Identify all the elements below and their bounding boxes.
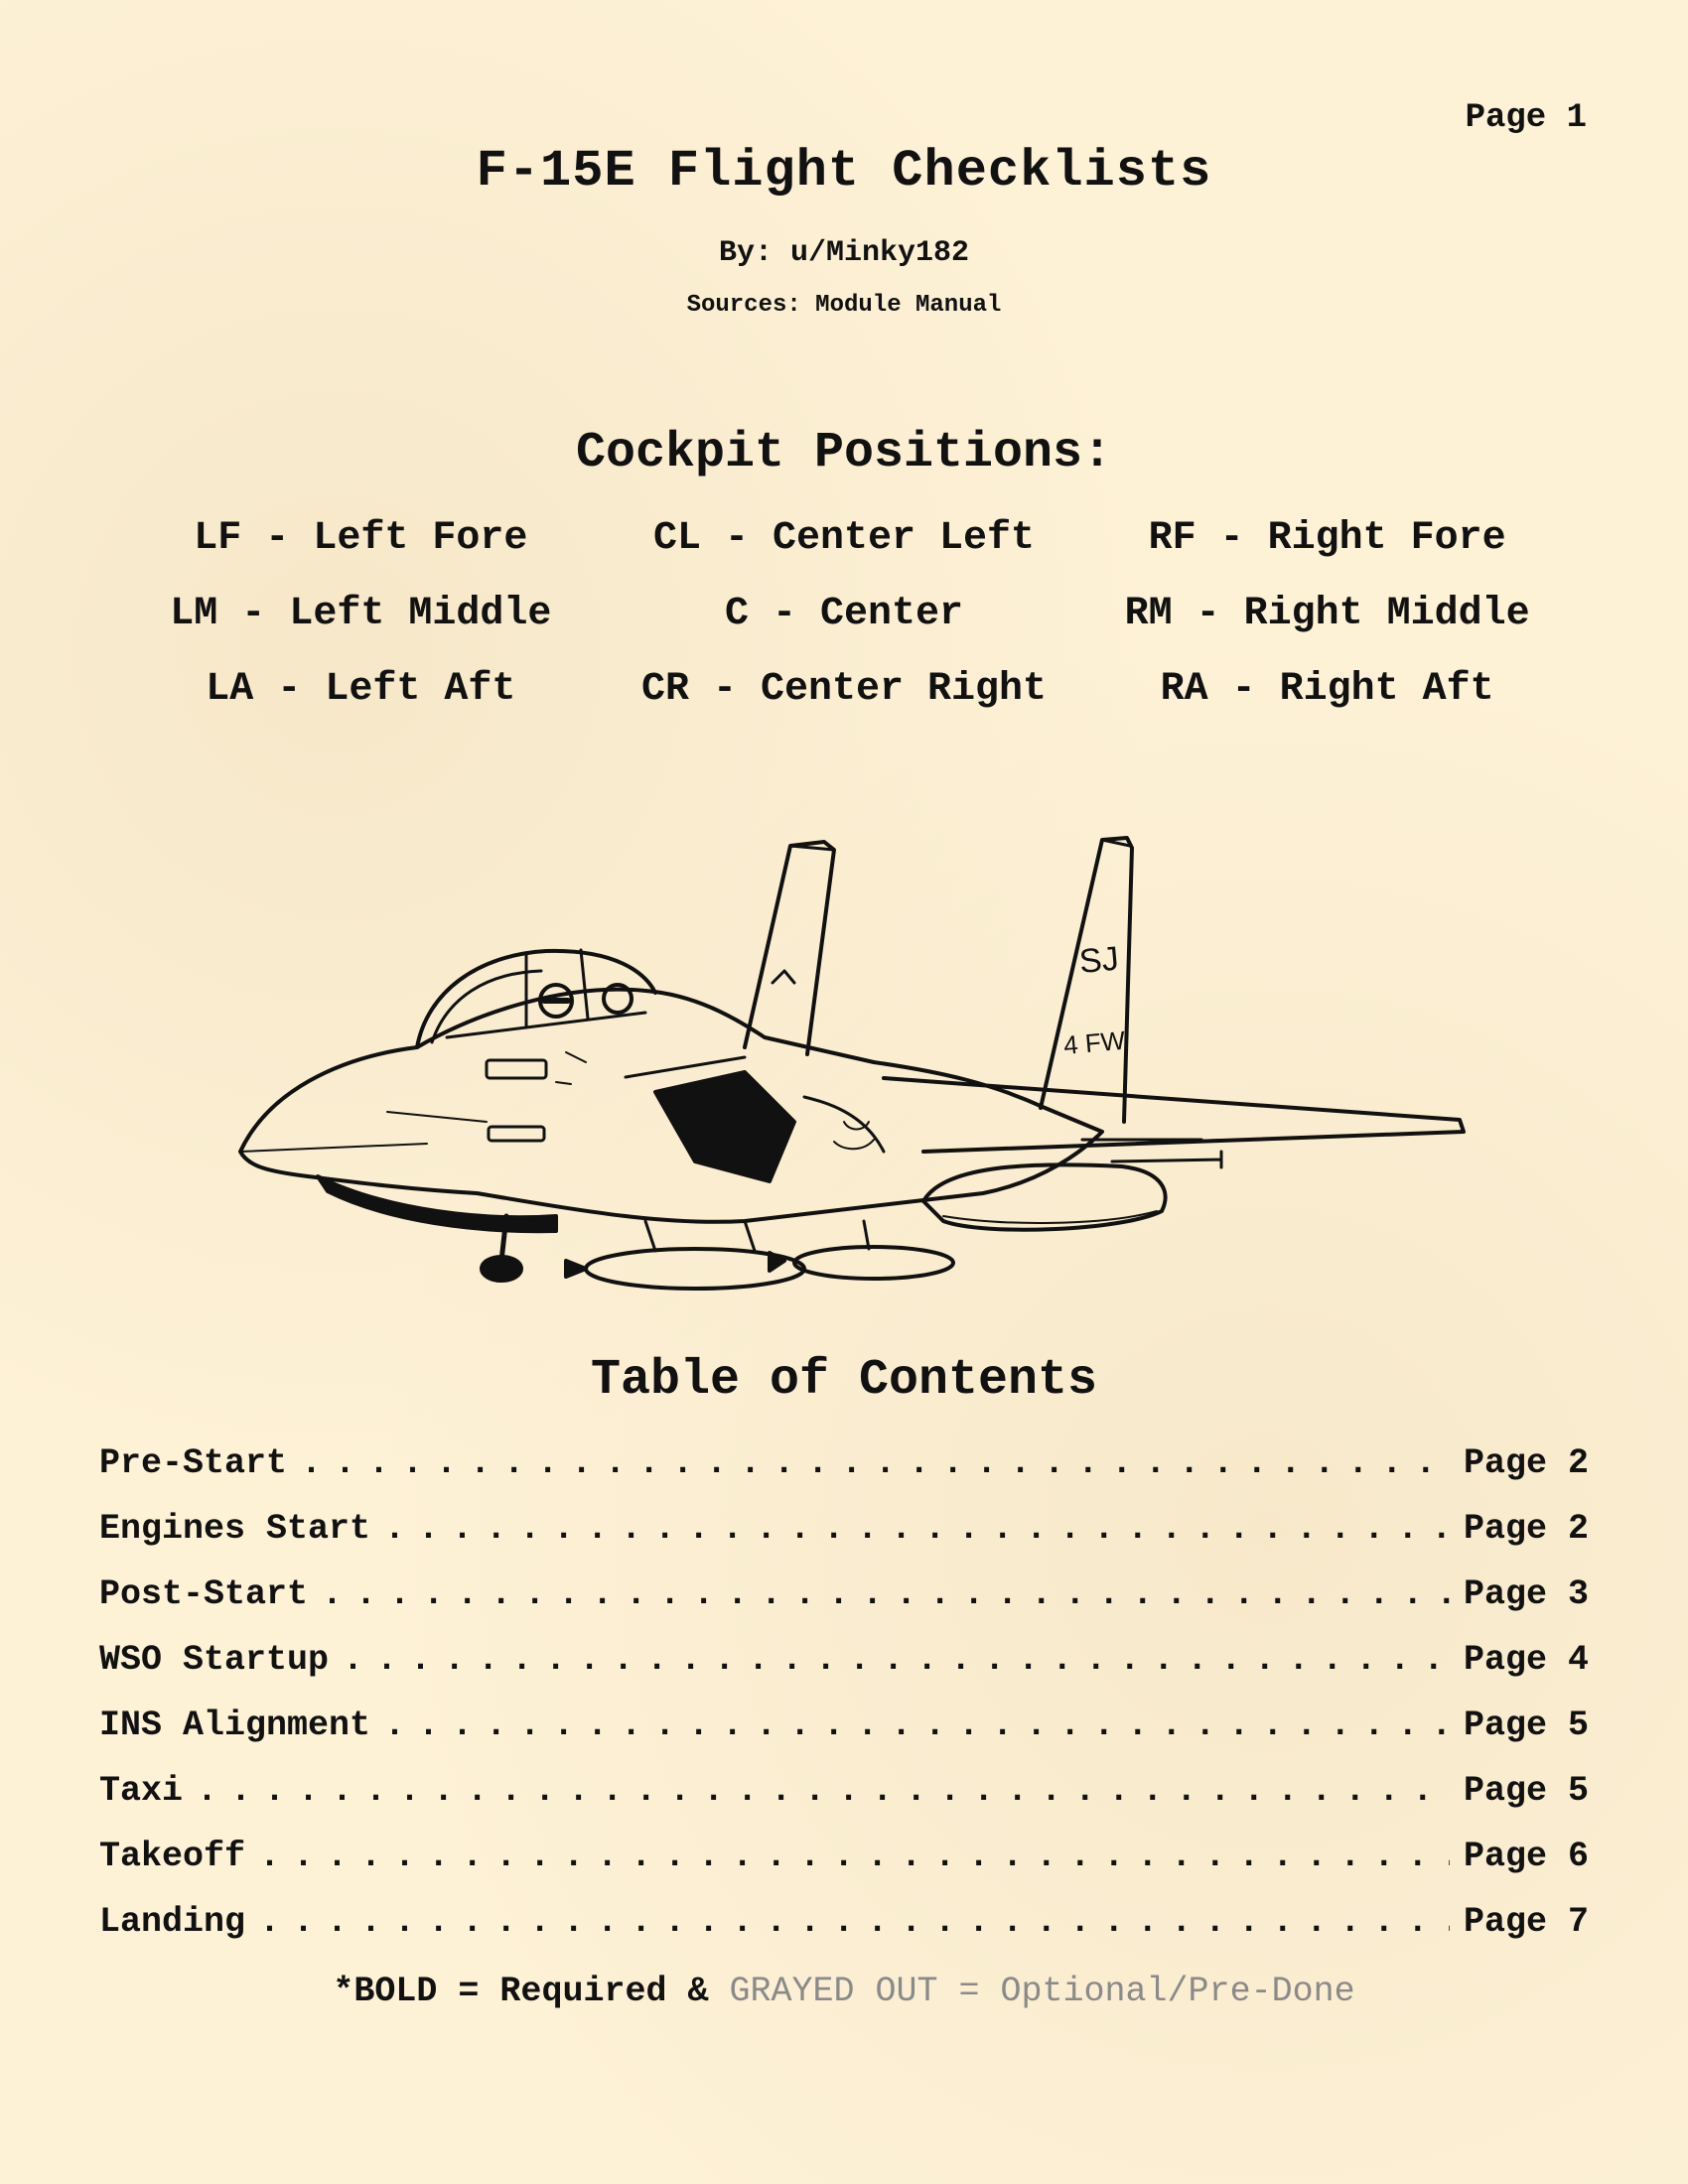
toc-heading: Table of Contents — [590, 1352, 1098, 1409]
tail-marking-4fw: 4 FW — [1061, 1024, 1127, 1060]
legend-required: *BOLD = Required & — [333, 1972, 709, 2011]
cockpit-positions-grid — [119, 514, 1569, 715]
toc-leader-dots — [384, 1509, 1450, 1549]
toc-entry-label: Taxi — [99, 1771, 184, 1811]
table-of-contents — [99, 1443, 1589, 1968]
toc-entry-label: INS Alignment — [99, 1706, 371, 1745]
position-lm: LM - Left Middle — [170, 592, 552, 636]
toc-entry-page: Page 3 — [1463, 1574, 1589, 1614]
position-cr: CR - Center Right — [640, 667, 1048, 712]
toc-entry-label: Pre-Start — [99, 1443, 288, 1483]
toc-leader-dots — [384, 1706, 1450, 1745]
sources-line: Sources: Module Manual — [686, 292, 1002, 319]
toc-entry-page: Page 6 — [1463, 1837, 1589, 1876]
position-c: C - Center — [724, 592, 964, 636]
f15e-jet-illustration — [228, 824, 1479, 1310]
toc-entry[interactable] — [99, 1706, 1589, 1771]
page-number: Page 1 — [1465, 99, 1587, 137]
toc-leader-dots — [259, 1837, 1450, 1876]
toc-entry-label: Landing — [99, 1902, 246, 1942]
toc-leader-dots — [322, 1574, 1450, 1614]
toc-entry-label: Engines Start — [99, 1509, 371, 1549]
toc-entry-label: Post-Start — [99, 1574, 309, 1614]
toc-entry[interactable] — [99, 1902, 1589, 1968]
toc-entry-page: Page 2 — [1463, 1509, 1589, 1549]
author-byline: By: u/Minky182 — [718, 236, 970, 270]
toc-leader-dots — [301, 1443, 1450, 1483]
toc-entry-page: Page 5 — [1463, 1706, 1589, 1745]
toc-entry-label: Takeoff — [99, 1837, 246, 1876]
position-cl: CL - Center Left — [652, 516, 1036, 561]
toc-entry[interactable] — [99, 1837, 1589, 1902]
position-rf: RF - Right Fore — [1148, 516, 1506, 561]
toc-entry-page: Page 7 — [1463, 1902, 1589, 1942]
position-ra: RA - Right Aft — [1160, 667, 1494, 712]
toc-leader-dots — [197, 1771, 1450, 1811]
toc-entry-page: Page 2 — [1463, 1443, 1589, 1483]
toc-leader-dots — [343, 1640, 1450, 1680]
legend-optional: GRAYED OUT = Optional/Pre-Done — [729, 1972, 1355, 2011]
document-title: F-15E Flight Checklists — [476, 142, 1212, 201]
toc-entry-page: Page 4 — [1463, 1640, 1589, 1680]
position-rm: RM - Right Middle — [1124, 592, 1530, 636]
toc-entry[interactable] — [99, 1640, 1589, 1706]
cockpit-positions-heading: Cockpit Positions: — [575, 425, 1113, 481]
toc-entry-page: Page 5 — [1463, 1771, 1589, 1811]
toc-entry[interactable] — [99, 1574, 1589, 1640]
formatting-legend — [0, 1972, 1688, 2011]
toc-entry[interactable] — [99, 1509, 1589, 1574]
position-lf: LF - Left Fore — [194, 516, 528, 561]
toc-leader-dots — [259, 1902, 1450, 1942]
tail-marking-sj: SJ — [1077, 939, 1121, 981]
toc-entry-label: WSO Startup — [99, 1640, 330, 1680]
toc-entry[interactable] — [99, 1771, 1589, 1837]
toc-entry[interactable] — [99, 1443, 1589, 1509]
position-la: LA - Left Aft — [206, 667, 516, 712]
